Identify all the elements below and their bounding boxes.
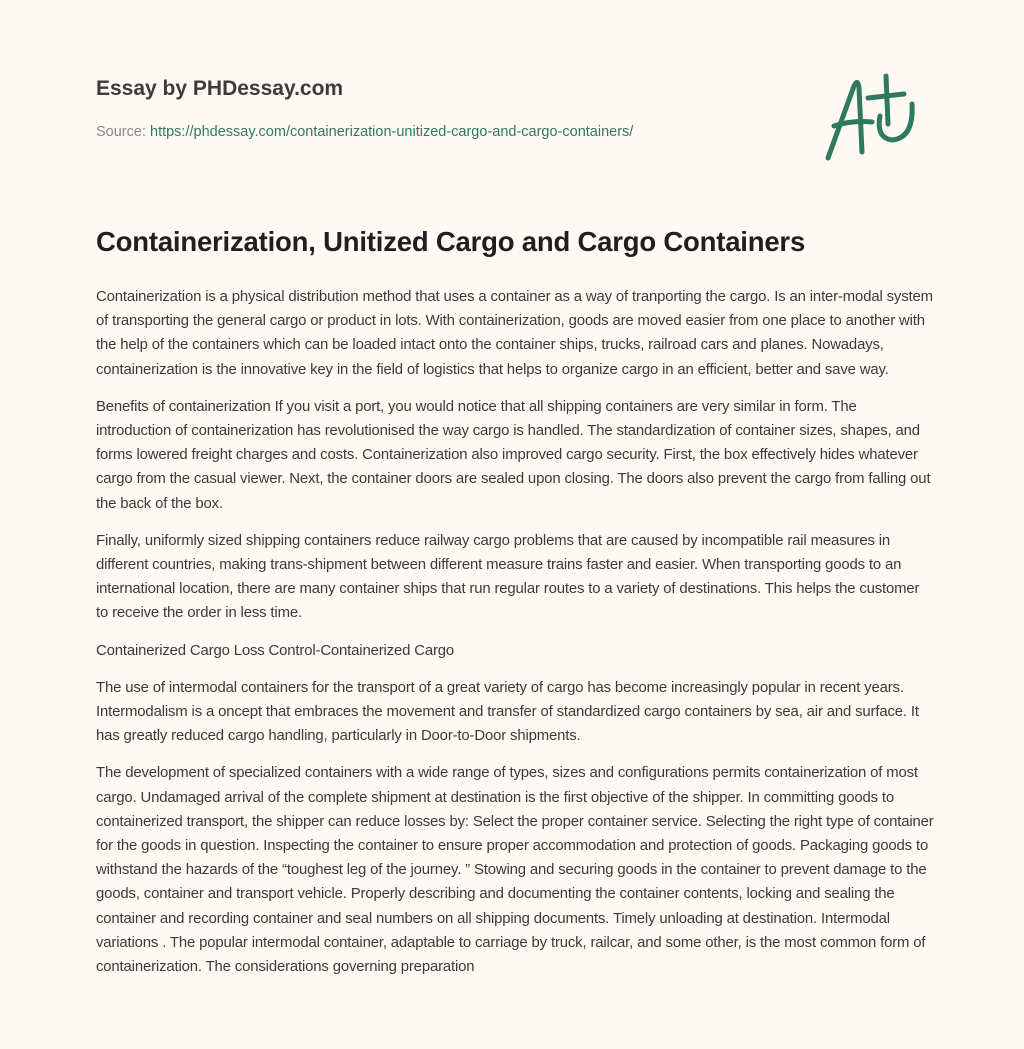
source-line bbox=[96, 124, 633, 140]
paragraph: Containerization is a physical distribution method that uses a container as a way of tranporting the cargo. Is an inter-modal system of transporting the general cargo or product in lots. With containerization, goods are moved easier from one place to another with the help of the containers which can be loaded intact onto the container ships, trucks, railroad cars and planes. Nowadays, containerization is the innovative key in the field of logistics that helps to organize cargo in an efficient, better and save way. bbox=[96, 289, 933, 378]
paragraph: The development of specialized containers with a wide range of types, sizes and configurations permits containerization of most cargo. Undamaged arrival of the complete shipment at destination is the first objective of the shipper. In committing goods to containerized transport, the shipper can reduce losses by: Select the proper container service. Selecting the right type of container for the goods in question. Inspecting the container to ensure proper accommodation and protection of goods. Packaging goods to withstand the hazards of the “toughest leg of the journey. ” Stowing and securing goods in the container to prevent damage to the goods, container and transport vehicle. Properly describing and documenting the container contents, locking and sealing the container and recording container and seal numbers on all shipping documents. Timely unloading at destination. Intermodal variations . The popular intermodal container, adaptable to carriage by truck, railcar, and some other, is the most common form of containerization. The considerations governing preparation bbox=[96, 765, 934, 976]
article-body bbox=[96, 285, 934, 992]
paragraph: Finally, uniformly sized shipping containers reduce railway cargo problems that are caused by incompatible rail measures in different countries, making trans-shipment between different measure trains faster and easier. When transporting goods to an international location, there are many container ships that run regular routes to a variety of destinations. This helps the customer to receive the order in less time. bbox=[96, 532, 920, 622]
site-brand: Essay by PHDessay.com bbox=[96, 77, 344, 100]
paragraph: Benefits of containerization If you visit a port, you would notice that all shipping containers are very similar in form. The introduction of containerization has revolutionised the way cargo is handled. The standardization of container sizes, shapes, and forms lowered freight charges and costs. Containerization also improved cargo security. First, the box effectively hides whatever cargo from the casual viewer. Next, the container doors are sealed upon closing. The doors also prevent the cargo from falling out the back of the box. bbox=[96, 398, 931, 512]
a-plus-logo-icon bbox=[818, 72, 928, 164]
paragraph: The use of intermodal containers for the transport of a great variety of cargo has become increasingly popular in recent years. Intermodalism is a oncept that embraces the movement and transfer of standardized cargo containers by sea, air and surface. It has greatly reduced cargo handling, particularly in Door-to-Door shipments. bbox=[96, 679, 919, 745]
source-link[interactable]: https://phdessay.com/containerization-unitized-cargo-and-cargo-containers/ bbox=[150, 124, 634, 140]
section-heading: Containerized Cargo Loss Control-Containerized Cargo bbox=[96, 642, 455, 659]
article-title: Containerization, Unitized Cargo and Cargo Containers bbox=[96, 226, 806, 257]
source-label: Source: bbox=[96, 124, 150, 140]
